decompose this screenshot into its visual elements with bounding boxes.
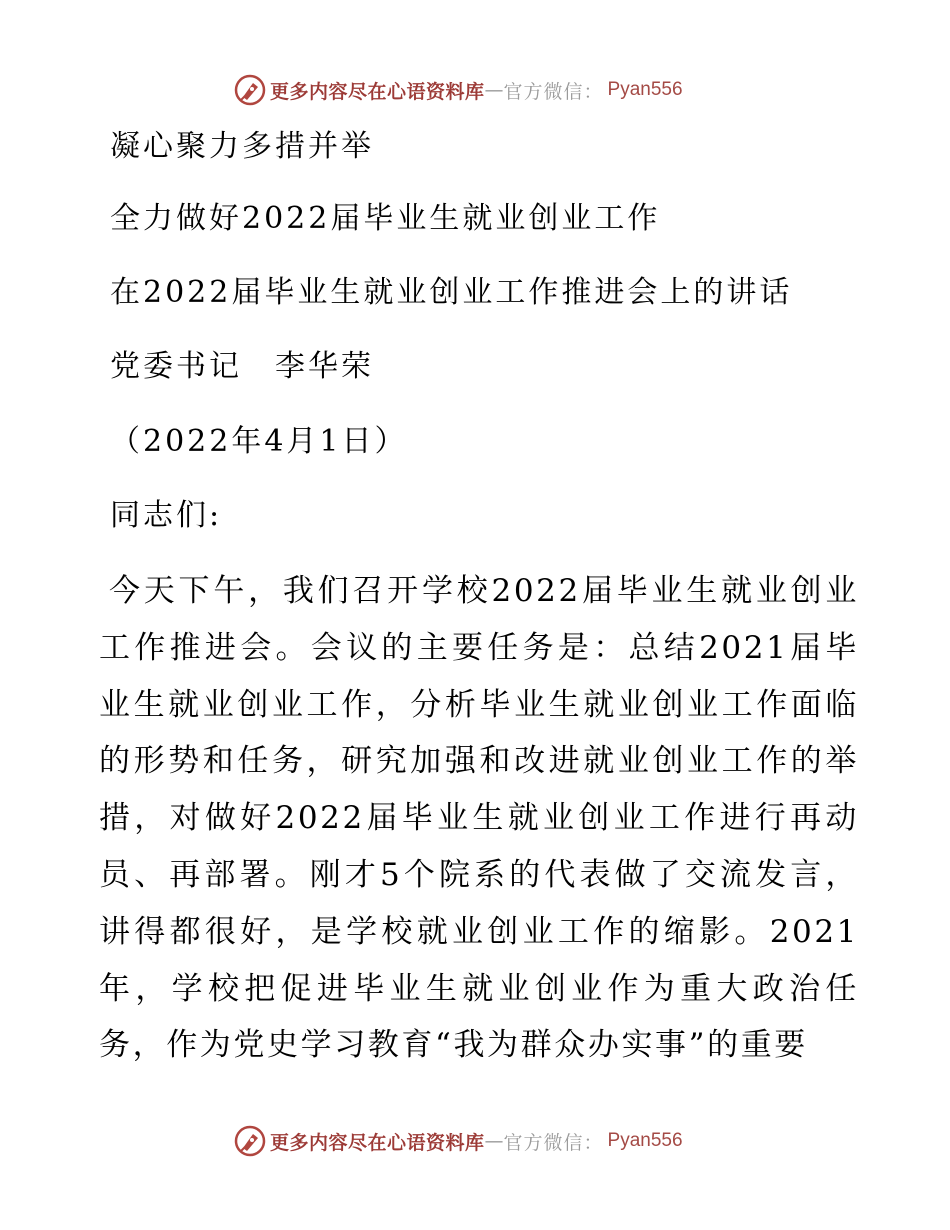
heading-line-3: 在2022届毕业生就业创业工作推进会上的讲话 xyxy=(110,275,793,310)
pen-nib-logo-icon xyxy=(234,1125,266,1157)
watermark-separator: — xyxy=(484,79,504,101)
watermark-brand-text: 更多内容尽在心语资料库 xyxy=(270,1131,485,1154)
body-paragraph: 今天下午，我们召开学校2022届毕业生就业创业工作推进会。会议的主要任务是：总结2021届毕业生就业创业工作，分析毕业生就业创业工作面临的形势和任务，研究加强和改进就业创业工作的举措，对做好2022届毕业生就业创业工作进行再动员、再部署。刚才5个院系的代表做了交流发言，讲得都很好，是学校就业创业工作的缩影。2021年，学校把促进毕业生就业创业作为重大政治任务，作为党史学习教育“我为群众办实事”的重要 xyxy=(99,573,859,1064)
watermark-brand-text: 更多内容尽在心语资料库 xyxy=(270,80,485,103)
date-line: （2022年4月1日） xyxy=(110,424,408,459)
watermark-separator: — xyxy=(484,1130,504,1152)
watermark-label: 官方微信： xyxy=(503,80,604,103)
pen-nib-logo-icon xyxy=(234,74,266,106)
watermark-label: 官方微信： xyxy=(503,1131,604,1154)
heading-line-2: 全力做好2022届毕业生就业创业工作 xyxy=(110,201,661,236)
heading-line-1: 凝心聚力多措并举 xyxy=(110,129,374,164)
speaker-line: 党委书记 李华荣 xyxy=(110,349,374,384)
watermark-header xyxy=(234,73,683,107)
watermark-wechat-id: Pyan556 xyxy=(607,79,683,100)
salutation: 同志们: xyxy=(110,498,223,533)
watermark-wechat-id: Pyan556 xyxy=(607,1130,683,1151)
watermark-footer xyxy=(234,1124,683,1158)
